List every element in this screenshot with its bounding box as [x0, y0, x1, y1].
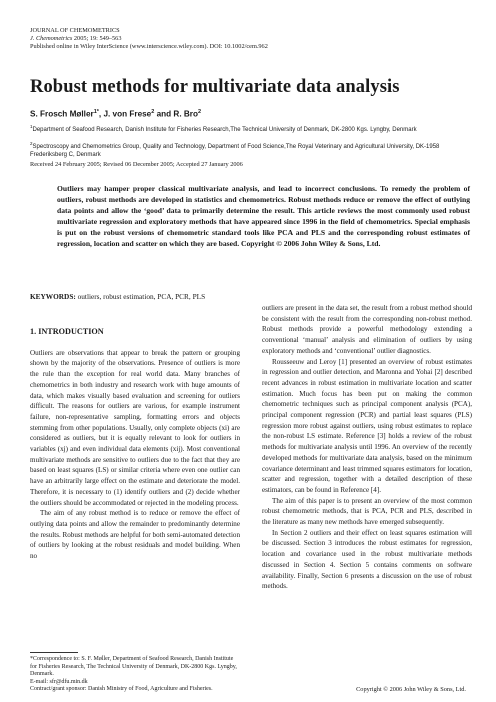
author-2: , J. von Frese — [98, 109, 152, 119]
keywords-label: KEYWORDS: — [30, 292, 76, 301]
running-header — [30, 27, 268, 52]
section-heading: 1. INTRODUCTION — [30, 327, 104, 336]
paragraph: The aim of this paper is to present an overview of the most common robust chemometric methods, that is PCA, PCR and PLS, described in the literature as many new methods have emerged subsequently. — [262, 496, 472, 527]
footnote — [30, 656, 240, 694]
left-column — [30, 327, 240, 562]
affiliation-text: Spectroscopy and Chemometrics Group, Quality and Technology, Department of Food Science,The Royal Veterinary and Agricultural University, DK-1958 Frederiksberg C, Denmark — [30, 144, 440, 158]
author-3: and R. Bro — [154, 109, 198, 119]
footnote-correspondence: *Correspondence to: S. F. Møller, Department of Seafood Research, Danish Institute for Fisheries Research, The Technical University of Denmark, DK-2800 Kgs. Lyngby, Denmark. — [30, 656, 237, 678]
citation — [30, 35, 268, 43]
author-1: S. Frosch Møller — [30, 109, 94, 119]
author-3-mark: 2 — [197, 109, 202, 115]
citation-journal: J. Chemometrics — [30, 35, 73, 43]
citation-volume: 2005; 19: 549–563 — [72, 35, 122, 43]
affiliation-mark: 1 — [30, 124, 33, 129]
paragraph: outliers are present in the data set, the result from a robust method should be consistent with the result from the corresponding non-robust method. Robust methods provide a powerful methodology extending a conventional ‘manual’ analysis and elimination of outliers by using exploratory methods and ‘conventional’ outlier diagnostics. — [262, 304, 472, 355]
paragraph: Rousseeuw and Leroy [1] presented an overview of robust estimates in regression and outlier detection, and Maronna and Yohai [2] described recent advances in robust estimation in multivariate location and scatter estimation. Much focus has been put on making the common chemometric techniques such as principal component analysis (PCA), principal component regression (PCR) and partial least squares (PLS) regression more robust against outliers, using robust estimates to replace the non-robust LS estimate. Reference [3] holds a review of the robust methods for multivariate analysis until 1996. An overview of the recently developed methods for multivariate data analysis, based on the minimum covariance determinant and least trimmed squares estimators for location, scatter and regression, together with a detailed description of these estimators, can be found in Reference [4]. — [262, 357, 472, 494]
footnote-grant: Contract/grant sponsor: Danish Ministry of Food, Agriculture and Fisheries. — [30, 686, 213, 693]
author-2-mark: 2 — [151, 109, 155, 115]
footnote-email: E-mail: sfr@dfu.min.dk — [30, 678, 88, 685]
keywords-list: outliers, robust estimation, PCA, PCR, PLS — [75, 292, 206, 301]
journal-name: JOURNAL OF CHEMOMETRICS — [30, 27, 120, 34]
right-column — [262, 303, 472, 592]
affiliation-1 — [30, 123, 470, 134]
abstract: Outliers may hamper proper classical multivariate analysis, and lead to incorrect conclusions. To remedy the problem of outliers, robust methods are developed in statistics and chemometrics. Robust methods reduce or remove the effect of outlying data points and allow the ‘good’ data to primarily determine the result. This article reviews the most commonly used robust multivariate regression and exploratory methods that have appeared since 1996 in the field of chemometrics. Special emphasis is put on the robust versions of chemometric standard tools like PCA and PLS and the corresponding robust estimates of regression, location and scatter on which they are based. Copyright © 2006 John Wiley & Sons, Ltd. — [57, 184, 470, 248]
affiliation-mark: 2 — [30, 141, 33, 146]
paragraph: The aim of any robust method is to reduce or remove the effect of outlying data points and allow the remainder to predominantly determine the results. Robust methods are helpful for both semi-automated detection of outliers by looking at the robust residuals and model building. When no — [30, 509, 241, 561]
author-list — [30, 109, 201, 119]
affiliation-text: Department of Seafood Research, Danish Institute for Fisheries Research,The Technical University of Denmark, DK-2800 Kgs. Lyngby, Denmark — [32, 127, 417, 133]
paragraph: In Section 2 outliers and their effect on least squares estimation will be discussed. Section 3 introduces the robust estimates for regression, location and covariance used in the robust multivariate methods discussed in Section 4. Section 5 contains comments on software availability. Finally, Section 6 presents a discussion on the use of robust methods. — [262, 528, 472, 591]
paper-title: Robust methods for multivariate data analysis — [30, 77, 400, 97]
affiliation-2 — [30, 140, 470, 159]
received-dates: Received 24 February 2005; Revised 06 December 2005; Accepted 27 January 2006 — [30, 161, 243, 168]
paragraph: Outliers are observations that appear to break the pattern or grouping shown by the majority of the observations. Presence of outliers is more the rule than the exception for real world data. Many branches of chemometrics in both industry and research work with huge amounts of data, which makes visually based evaluation and screening for outliers difficult. The reasons for outliers are various, for example instrument failure, non-representative sampling, formatting errors and objects stemming from other populations. Usually, only complete objects (xi) are considered as outliers, but it is equally relevant to look for outliers in variables (xj) and even individual data elements (xij). Most conventional multivariate methods are sensitive to outliers due to the fact that they are based on least squares (LS) or similar criteria where even one outlier can have an arbitrarily large effect on the estimate and deteriorate the model. Therefore, it is necessary to (1) identify outliers and (2) decide whether the outliers should be accommodated or rejected in the modeling process. — [30, 348, 240, 507]
footnote-rule — [30, 652, 78, 653]
author-1-mark: 1* — [93, 109, 99, 115]
online-info: Published online in Wiley InterScience (www.interscience.wiley.com). DOI: 10.1002/cem.962 — [30, 43, 268, 51]
copyright-notice: Copyright © 2006 John Wiley & Sons, Ltd. — [356, 686, 466, 693]
keywords — [30, 292, 205, 301]
